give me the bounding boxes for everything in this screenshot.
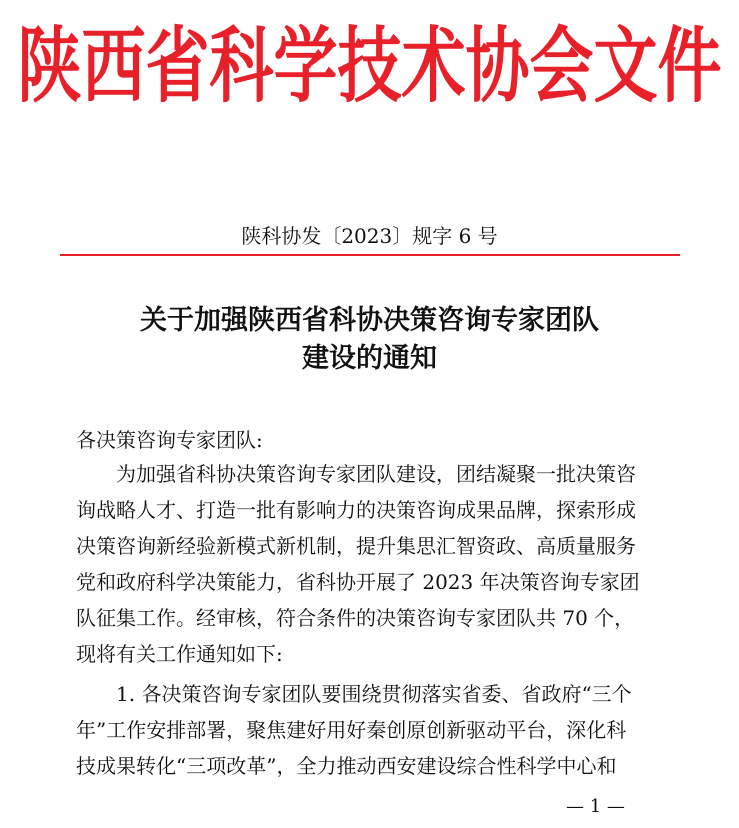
paragraph-line: 年”工作安排部署，聚焦建好用好秦创原创新驱动平台，深化科 (76, 718, 627, 742)
paragraph-line: 询战略人才、打造一批有影响力的决策咨询成果品牌，探索形成 (76, 498, 636, 522)
paragraph-line: 现将有关工作通知如下: (76, 642, 283, 666)
paragraph-line: 队征集工作。经审核，符合条件的决策咨询专家团队共 70 个， (76, 606, 635, 630)
document-number: 陕科协发〔2023〕规字 6 号 (241, 224, 498, 248)
paragraph-line: 党和政府科学决策能力，省科协开展了 2023 年决策咨询专家团 (76, 570, 640, 594)
page-number: — 1 — (566, 796, 625, 817)
document-header: 陕西省科学技术协会文件 (17, 19, 722, 115)
document-title-line1: 关于加强陕西省科协决策咨询专家团队 (140, 305, 599, 336)
paragraph-line: 决策咨询新经验新模式新机制，提升集思汇智资政、高质量服务 (76, 534, 636, 558)
document-title-line2: 建设的通知 (302, 343, 437, 374)
paragraph-line: 技成果转化“三项改革”，全力推动西安建设综合性科学中心和 (76, 754, 617, 778)
salutation: 各决策咨询专家团队: (76, 428, 263, 452)
paragraph-line: 1. 各决策咨询专家团队要围绕贯彻落实省委、省政府“三个 (76, 682, 632, 706)
header-divider (60, 254, 680, 256)
paragraph-line: 为加强省科协决策咨询专家团队建设，团结凝聚一批决策咨 (76, 462, 636, 486)
